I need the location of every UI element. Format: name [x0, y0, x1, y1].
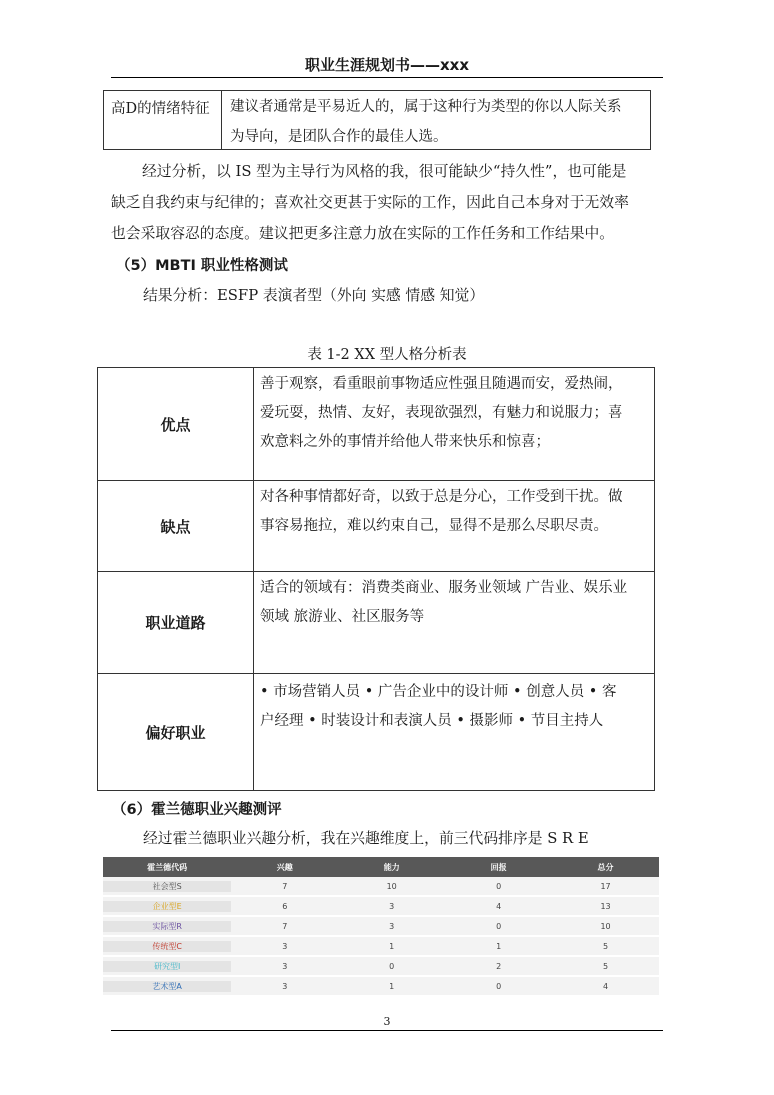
- mbti-row-career-path: [98, 572, 654, 674]
- holland-value: 6: [282, 901, 288, 911]
- holland-value: 5: [602, 961, 609, 971]
- holland-value: 10: [386, 881, 397, 891]
- mbti-table-caption: 表 1-2 XX 型人格分析表: [307, 347, 467, 363]
- header-rule: [111, 77, 663, 78]
- holland-value: 13: [600, 901, 611, 911]
- mbti-analysis-table: [97, 367, 655, 791]
- holland-value: 7: [282, 921, 288, 931]
- holland-heading: （6）霍兰德职业兴趣测评: [112, 802, 282, 818]
- holland-col-header: 总分: [597, 862, 614, 872]
- holland-col-header: 回报: [490, 862, 507, 872]
- analysis-paragraph: 经过分析，以 IS 型为主导行为风格的我，很可能缺少“持久性”，也可能是 缺乏自我约束与纪律的；喜欢社交更甚于实际的工作，因此自己本身对于无效率 也会采取容忍的态度。建议把更多注意力放在实际的工作任务和工作结果中。: [111, 163, 629, 242]
- holland-value: 17: [600, 881, 611, 891]
- document-header-title: 职业生涯规划书——xxx: [304, 56, 470, 74]
- mbti-row-content: 对各种事情都好奇，以致于总是分心，工作受到干扰。做 事容易拖拉，难以约束自己，显得不是那么尽职尽责。: [260, 489, 623, 534]
- holland-value: 1: [496, 941, 502, 951]
- holland-row-social: [103, 877, 659, 897]
- mbti-row-content: 善于观察，看重眼前事物适应性强且随遇而安，爱热闹， 爱玩耍，热情、友好，表现欲强烈，有魅力和说服力；喜 欢意料之外的事情并给他人带来快乐和惊喜；: [260, 376, 623, 450]
- holland-type-name: 社会型S: [103, 881, 231, 892]
- holland-value: 0: [389, 961, 395, 971]
- emotion-trait-label: 高D的情绪特征: [104, 91, 222, 149]
- holland-row-investigative: [103, 957, 659, 977]
- holland-type-name: 企业型E: [103, 901, 231, 912]
- mbti-row-label: 优点: [98, 368, 254, 480]
- footer-rule: [111, 1030, 663, 1031]
- holland-value: 5: [602, 941, 609, 951]
- mbti-row-label: 职业道路: [98, 572, 254, 673]
- mbti-row-preferred-jobs: [98, 674, 654, 790]
- holland-summary: 经过霍兰德职业兴趣分析，我在兴趣维度上，前三代码排序是 S R E: [143, 830, 589, 847]
- holland-type-name: 实际型R: [103, 921, 231, 932]
- holland-value: 1: [389, 981, 395, 991]
- holland-value: 1: [389, 941, 395, 951]
- holland-value: 0: [496, 921, 502, 931]
- holland-type-name: 研究型I: [103, 961, 231, 972]
- holland-row-conventional: [103, 937, 659, 957]
- holland-row-enterprising: [103, 897, 659, 917]
- mbti-row-content: 适合的领域有：消费类商业、服务业领域 广告业、娱乐业 领域 旅游业、社区服务等: [260, 580, 628, 625]
- holland-type-name: 艺术型A: [103, 981, 231, 992]
- holland-value: 0: [496, 881, 502, 891]
- holland-value: 4: [602, 981, 609, 991]
- holland-value: 2: [496, 961, 502, 971]
- holland-value: 0: [496, 981, 502, 991]
- emotion-trait-content: 建议者通常是平易近人的，属于这种行为类型的你以人际关系 为导向，是团队合作的最佳人选。: [230, 99, 622, 145]
- holland-header-row: [103, 857, 659, 877]
- holland-value: 3: [282, 961, 288, 971]
- holland-value: 3: [282, 981, 288, 991]
- holland-value: 3: [389, 901, 395, 911]
- page-number: 3: [383, 1015, 391, 1028]
- mbti-row-label: 缺点: [98, 481, 254, 571]
- holland-value: 3: [282, 941, 288, 951]
- holland-col-header: 能力: [383, 862, 400, 872]
- mbti-row-content: • 市场营销人员 • 广告企业中的设计师 • 创意人员 • 客 户经理 • 时装设计和表演人员 • 摄影师 • 节目主持人: [260, 684, 617, 729]
- mbti-row-label: 偏好职业: [98, 674, 254, 790]
- holland-value: 10: [600, 921, 611, 931]
- holland-value: 7: [282, 881, 288, 891]
- holland-value: 3: [389, 921, 395, 931]
- mbti-heading: （5）MBTI 职业性格测试: [116, 258, 288, 274]
- emotion-trait-table: [103, 90, 651, 150]
- holland-col-header: 霍兰德代码: [147, 862, 188, 872]
- holland-score-table: [103, 857, 659, 997]
- mbti-row-weaknesses: [98, 481, 654, 572]
- holland-value: 4: [496, 901, 502, 911]
- holland-col-header: 兴趣: [276, 862, 293, 872]
- holland-type-name: 传统型C: [103, 941, 231, 952]
- mbti-row-strengths: [98, 368, 654, 481]
- holland-row-artistic: [103, 977, 659, 997]
- mbti-result: 结果分析：ESFP 表演者型（外向 实感 情感 知觉）: [143, 287, 485, 304]
- holland-row-realistic: [103, 917, 659, 937]
